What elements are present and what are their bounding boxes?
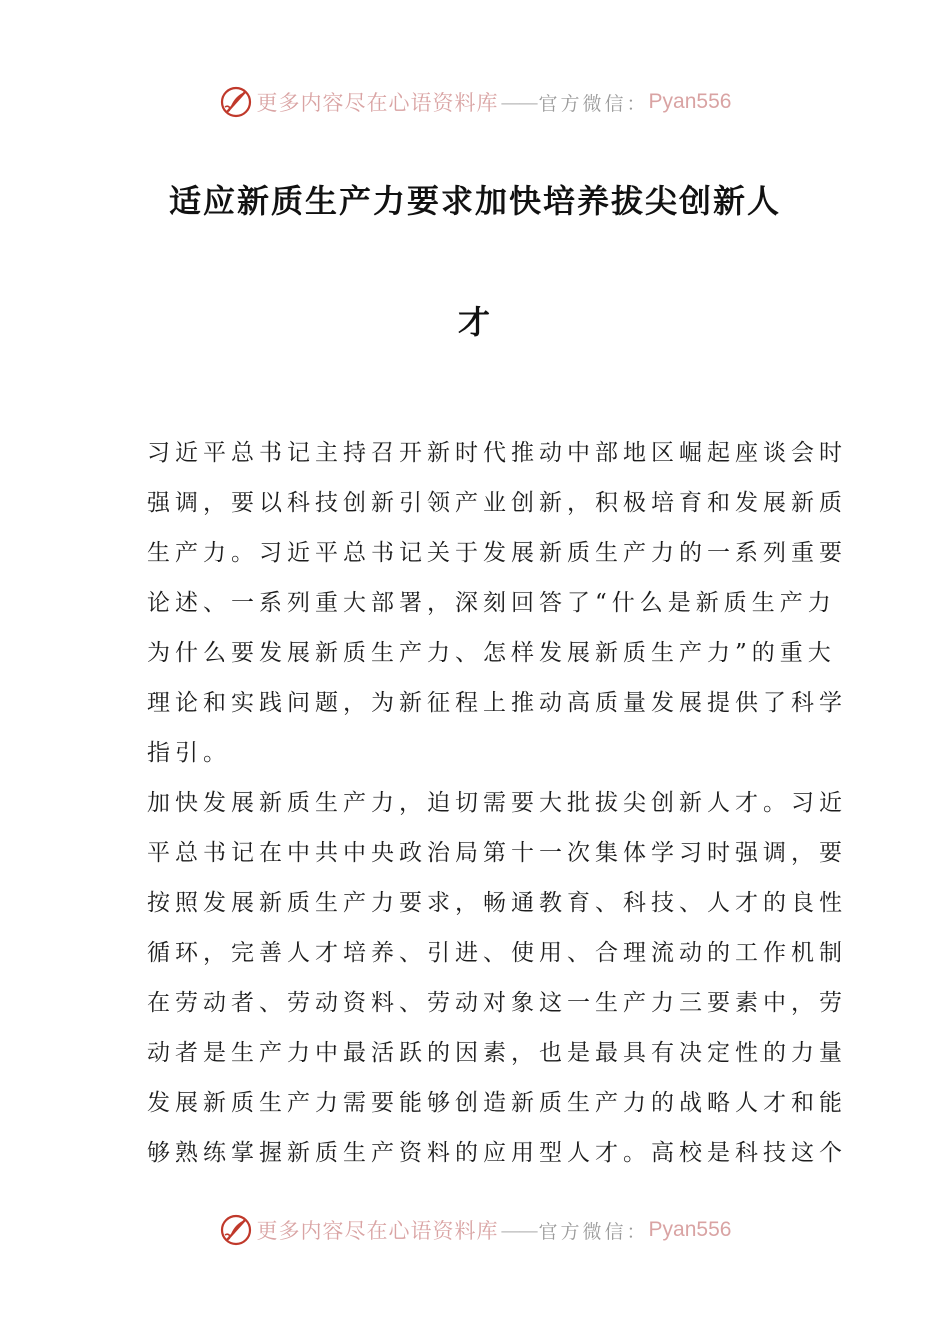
- quill-logo-icon: [219, 1213, 253, 1247]
- text-line: 理论和实践问题，为新征程上推动高质量发展提供了科学: [147, 690, 847, 716]
- text-line: 平总书记在中共中央政治局第十一次集体学习时强调，要: [147, 840, 847, 866]
- text-line: 论述、一系列重大部署，深刻回答了“什么是新质生产力: [147, 590, 836, 616]
- document-title-line-2: 才: [457, 303, 492, 341]
- text-line: 够熟练掌握新质生产资料的应用型人才。高校是科技这个: [147, 1140, 847, 1166]
- text-line: 发展新质生产力需要能够创造新质生产力的战略人才和能: [147, 1090, 847, 1116]
- wechat-id: Pyan556: [648, 1218, 732, 1241]
- text-line: 循环，完善人才培养、引进、使用、合理流动的工作机制: [147, 940, 847, 966]
- official-wechat-label: 官方微信：: [538, 1220, 649, 1243]
- wechat-id: Pyan556: [648, 90, 732, 113]
- text-line: 按照发展新质生产力要求，畅通教育、科技、人才的良性: [147, 890, 847, 916]
- brand-text: 更多内容尽在心语资料库: [256, 91, 499, 115]
- header-banner: [0, 84, 950, 120]
- text-line: 加快发展新质生产力，迫切需要大批拔尖创新人才。习近: [147, 790, 847, 816]
- text-line: 动者是生产力中最活跃的因素，也是最具有决定性的力量: [147, 1040, 847, 1066]
- text-line: 为什么要发展新质生产力、怎样发展新质生产力”的重大: [147, 640, 836, 666]
- footer-banner: [0, 1212, 950, 1248]
- text-line: 指引。: [147, 740, 231, 766]
- text-line: 强调，要以科技创新引领产业创新，积极培育和发展新质: [147, 490, 847, 516]
- document-title-line-1: 适应新质生产力要求加快培养拔尖创新人: [168, 182, 781, 220]
- brand-text: 更多内容尽在心语资料库: [256, 1219, 499, 1243]
- text-line: 生产力。习近平总书记关于发展新质生产力的一系列重要: [147, 540, 847, 566]
- quill-logo-icon: [219, 85, 253, 119]
- banner-dash: ——: [500, 1218, 537, 1242]
- body-text: [147, 428, 847, 1178]
- text-line: 习近平总书记主持召开新时代推动中部地区崛起座谈会时: [147, 440, 847, 466]
- banner-dash: ——: [500, 90, 537, 114]
- text-line: 在劳动者、劳动资料、劳动对象这一生产力三要素中，劳: [147, 990, 847, 1016]
- official-wechat-label: 官方微信：: [538, 92, 649, 115]
